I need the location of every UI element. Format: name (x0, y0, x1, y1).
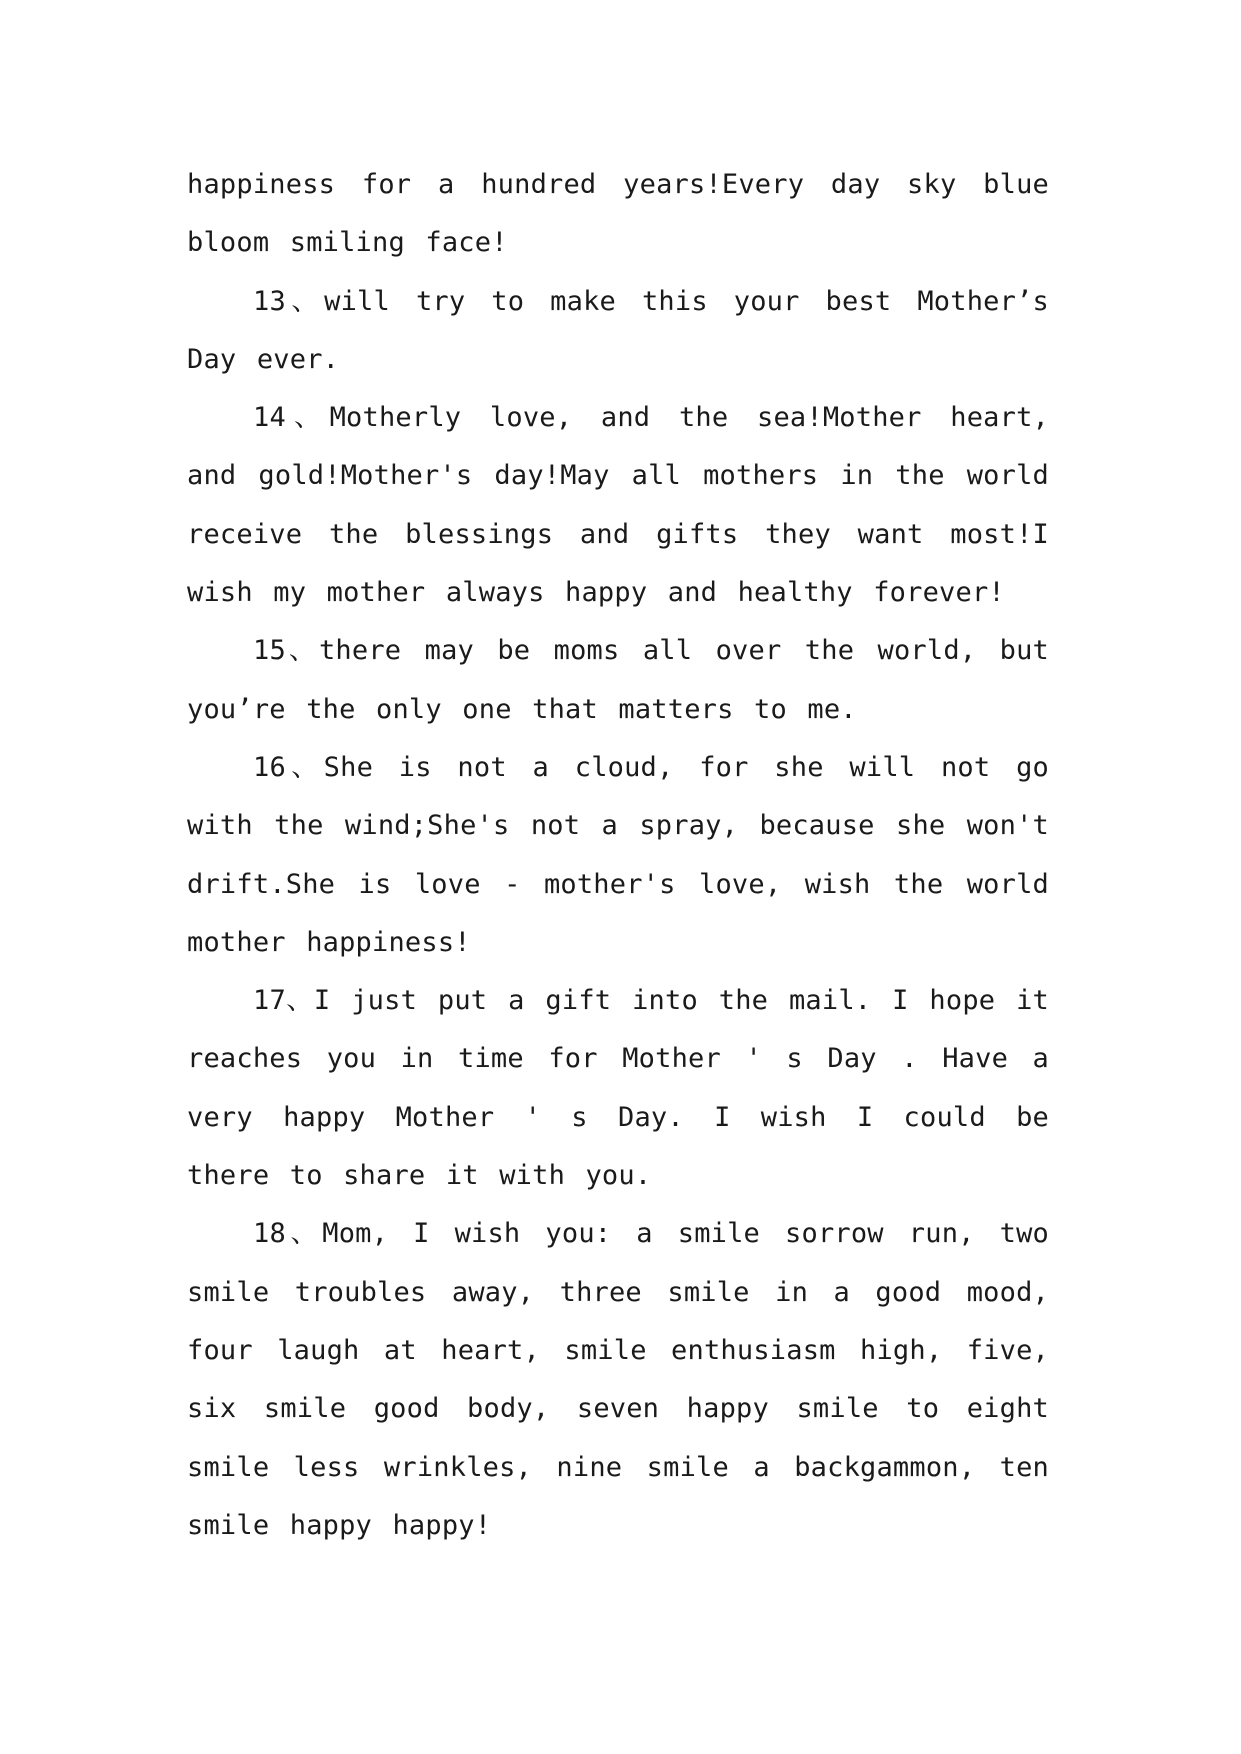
paragraph-15: 15、there may be moms all over the world, but you’re the only one that matters to me. (187, 635, 1049, 725)
paragraph-16: 16、She is not a cloud, for she will not go with the wind;She's not a spray, because she won't drift.She is love - mother's love, wish the world mother happiness! (187, 751, 1049, 958)
paragraph-continuation: happiness for a hundred years!Every day sky blue bloom smiling face! (187, 169, 1049, 259)
document-body (187, 156, 1049, 1555)
paragraph-17: 17、I just put a gift into the mail. I hope it reaches you in time for Mother ' s Day . Have a very happy Mother ' s Day. I wish I could be there to share it with you. (187, 985, 1049, 1192)
paragraph-13: 13、will try to make this your best Mother’s Day ever. (187, 285, 1049, 375)
paragraph-14: 14、Motherly love, and the sea!Mother heart, and gold!Mother's day!May all mothers in the world receive the blessings and gifts they want most!I wish my mother always happy and healthy forever! (187, 402, 1049, 609)
paragraph-18: 18、Mom, I wish you: a smile sorrow run, two smile troubles away, three smile in a good mood, four laugh at heart, smile enthusiasm high, five, six smile good body, seven happy smile to eight smile less wrinkles, nine smile a backgammon, ten smile happy happy! (187, 1218, 1049, 1541)
